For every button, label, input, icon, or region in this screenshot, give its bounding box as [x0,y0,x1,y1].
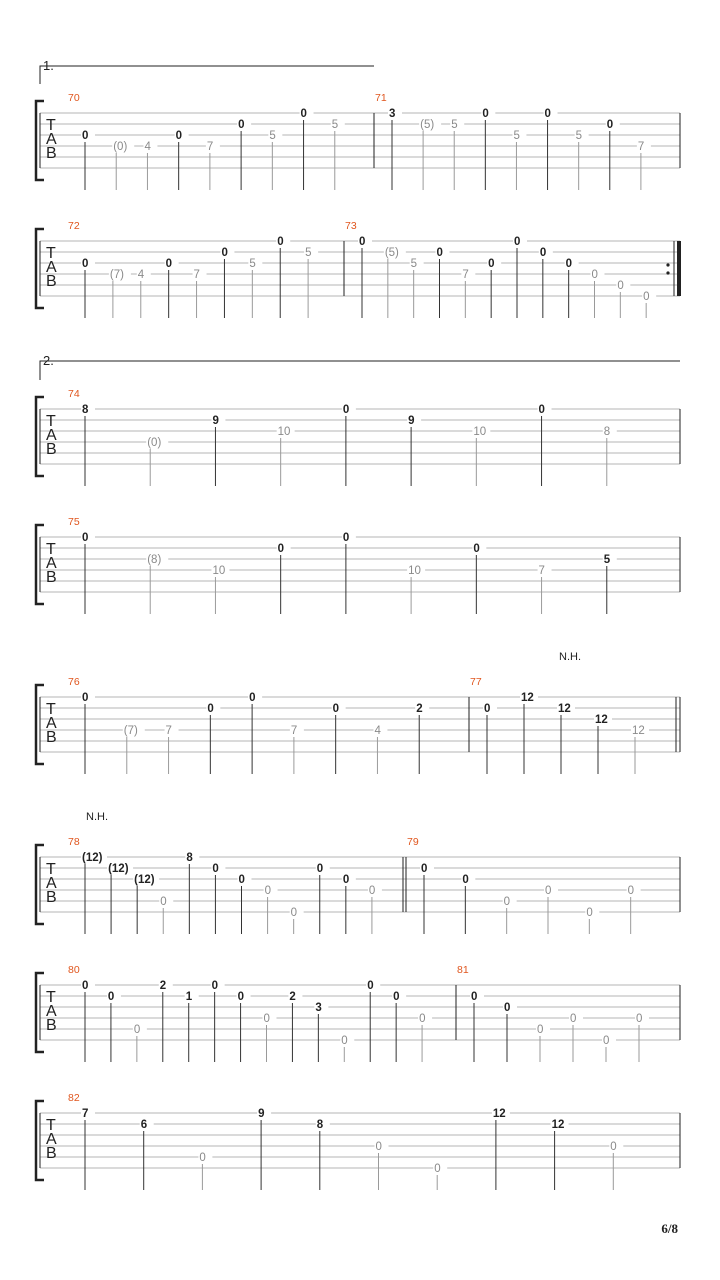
tab-clef-letter: A [46,259,57,276]
fret-number: 4 [144,141,151,153]
fret-number: 2 [159,980,167,992]
tab-clef-letter: T [46,413,56,430]
volta-2-label: 2. [43,353,54,368]
fret-number: 0 [514,236,521,248]
fret-number: 0 [591,269,598,281]
tab-clef-letter: T [46,701,56,718]
bar-number: 81 [457,964,469,976]
bar-number: 72 [68,220,80,232]
fret-number: 7 [538,565,545,577]
fret-number: 0 [544,108,551,120]
bar-number: 77 [470,676,482,688]
fret-number: 0 [238,119,245,131]
tab-systems [36,92,681,1190]
bar-number: 76 [68,676,80,688]
fret-number: 0 [643,291,650,303]
tab-clef-letter: T [46,117,56,134]
fret-number: 0 [316,863,324,875]
bar-number: 73 [345,220,357,232]
fret-number: 0 [165,258,173,270]
fret-number: 9 [258,1108,265,1120]
tab-system [36,836,680,934]
fret-number: 0 [627,885,635,897]
fret-number: 4 [374,725,381,737]
fret-number: 8 [316,1119,324,1131]
fret-number: 12 [595,714,608,726]
fret-number: 12 [558,703,571,715]
fret-number: 0 [82,980,89,992]
fret-number: 0 [617,280,624,292]
tab-clef-letter: B [46,889,57,906]
fret-number: (8) [147,554,162,566]
tab-clef-letter: B [46,729,57,746]
tab-clef-letter: B [46,273,57,290]
fret-number: (5) [384,247,399,259]
fret-number: (0) [147,437,162,449]
tab-clef-letter: T [46,989,56,1006]
repeat-dot [666,263,669,266]
tab-clef-letter: T [46,245,56,262]
fret-number: (0) [113,141,128,153]
fret-number: 0 [539,247,547,259]
fret-number: 6 [140,1119,148,1131]
fret-number: 0 [367,980,374,992]
fret-number: 8 [82,404,89,416]
fret-number: 4 [137,269,145,281]
fret-number: 0 [375,1141,382,1153]
page-number: 6/8 [661,1221,678,1236]
fret-number: 7 [290,725,298,737]
fret-number: 0 [538,404,545,416]
fret-number: 0 [332,703,340,715]
repeat-dot [666,271,669,274]
fret-number: 5 [305,247,312,259]
fret-number: 0 [606,119,614,131]
fret-number: 5 [331,119,339,131]
bar-number: 78 [68,836,80,848]
fret-number: 10 [212,565,226,577]
tab-clef-letter: B [46,569,57,586]
bar-number: 82 [68,1092,80,1104]
bar-number: 74 [68,388,80,400]
fret-number: 0 [342,404,350,416]
fret-number: 0 [565,258,573,270]
tab-clef-letter: A [46,1003,57,1020]
tab-clef-letter: A [46,555,57,572]
fret-number: 0 [586,907,593,919]
fret-number: 7 [165,725,172,737]
tab-system [36,516,680,614]
fret-number: 0 [421,863,428,875]
fret-number: 2 [289,991,296,1003]
fret-number: 10 [408,565,421,577]
fret-number: 0 [342,874,350,886]
fret-number: 0 [636,1013,643,1025]
tab-clef-letter: B [46,1017,57,1034]
fret-number: 12 [551,1119,565,1131]
fret-number: 7 [82,1108,89,1120]
tab-system [36,92,680,190]
bar-number: 80 [68,964,80,976]
fret-number: 5 [249,258,256,270]
fret-number: 0 [175,130,183,142]
tab-system [36,964,680,1062]
fret-number: (5) [420,119,435,131]
fret-number: 0 [133,1024,141,1036]
bar-number: 79 [407,836,419,848]
fret-number: 12 [492,1108,506,1120]
tab-clef-letter: T [46,861,56,878]
fret-number: 0 [290,907,298,919]
fret-number: 0 [82,532,89,544]
volta-1-label: 1. [43,58,54,73]
fret-number: 0 [393,991,400,1003]
fret-number: 0 [82,258,89,270]
fret-number: (12) [134,874,155,886]
repeat-thick-line [677,241,681,296]
tab-clef-letter: B [46,145,57,162]
fret-number: (12) [108,863,129,875]
fret-number: 0 [503,896,511,908]
fret-number: (7) [109,269,124,281]
tab-clef-letter: B [46,441,57,458]
fret-number: 3 [389,108,396,120]
fret-number: 0 [471,991,478,1003]
fret-number: 7 [462,269,469,281]
fret-number: 8 [186,852,193,864]
volta-2 [40,353,680,380]
fret-number: 0 [211,980,219,992]
fret-number: 9 [408,415,415,427]
fret-number: 5 [410,258,418,270]
fret-number: 0 [199,1152,206,1164]
fret-number: 0 [237,991,244,1003]
fret-number: 0 [107,991,115,1003]
fret-number: 10 [277,426,291,438]
fret-number: 0 [221,247,228,259]
fret-number: 0 [419,1013,426,1025]
fret-number: 0 [212,863,219,875]
fret-number: 0 [462,874,469,886]
tab-clef-letter: B [46,1145,57,1162]
fret-number: 0 [488,258,495,270]
fret-number: 0 [300,108,307,120]
fret-number: 0 [82,130,89,142]
tab-system [36,388,680,486]
fret-number: 9 [212,415,219,427]
tab-system [36,1092,680,1190]
tab-clef-letter: A [46,1131,57,1148]
volta-1 [40,58,374,84]
fret-number: 0 [473,543,480,555]
fret-number: 3 [315,1002,322,1014]
fret-number: 0 [160,896,167,908]
fret-number: 0 [277,543,285,555]
fret-number: 0 [537,1024,544,1036]
fret-number: 0 [603,1035,610,1047]
tab-clef-letter: T [46,541,56,558]
fret-number: (7) [123,725,138,737]
fret-number: 0 [263,1013,270,1025]
fret-number: 2 [416,703,423,715]
fret-number: 0 [207,703,214,715]
tab-system [36,220,681,318]
fret-number: 0 [434,1163,441,1175]
fret-number: 5 [451,119,458,131]
natural-harmonic-label-78: N.H. [86,811,108,823]
fret-number: 7 [206,141,214,153]
fret-number: 12 [521,692,534,704]
tab-clef-letter: T [46,1117,56,1134]
tab-clef-letter: A [46,715,57,732]
fret-number: 0 [570,1013,577,1025]
fret-number: 0 [482,108,489,120]
fret-number: 5 [269,130,276,142]
tab-clef-letter: A [46,131,57,148]
fret-number: 5 [513,130,520,142]
fret-number: 8 [603,426,611,438]
fret-number: 5 [603,554,611,566]
fret-number: 0 [368,885,376,897]
fret-number: 0 [504,1002,511,1014]
tab-clef-letter: A [46,875,57,892]
fret-number: 0 [545,885,552,897]
fret-number: 0 [610,1141,617,1153]
natural-harmonic-label-77: N.H. [559,651,581,663]
fret-number: 0 [436,247,443,259]
bar-number: 70 [68,92,80,104]
fret-number: 5 [575,130,583,142]
fret-number: 0 [341,1035,348,1047]
fret-number: 7 [637,141,645,153]
fret-number: 0 [249,692,256,704]
tab-system [36,676,680,774]
fret-number: 0 [359,236,366,248]
bar-number: 71 [375,92,387,104]
fret-number: 0 [82,692,89,704]
fret-number: 0 [342,532,350,544]
fret-number: 10 [473,426,487,438]
bar-number: 75 [68,516,80,528]
fret-number: 7 [193,269,200,281]
fret-number: 0 [238,874,245,886]
fret-number: 1 [185,991,193,1003]
fret-number: (12) [82,852,103,864]
fret-number: 0 [484,703,491,715]
fret-number: 0 [264,885,271,897]
fret-number: 12 [632,725,645,737]
tab-clef-letter: A [46,427,57,444]
fret-number: 0 [277,236,284,248]
